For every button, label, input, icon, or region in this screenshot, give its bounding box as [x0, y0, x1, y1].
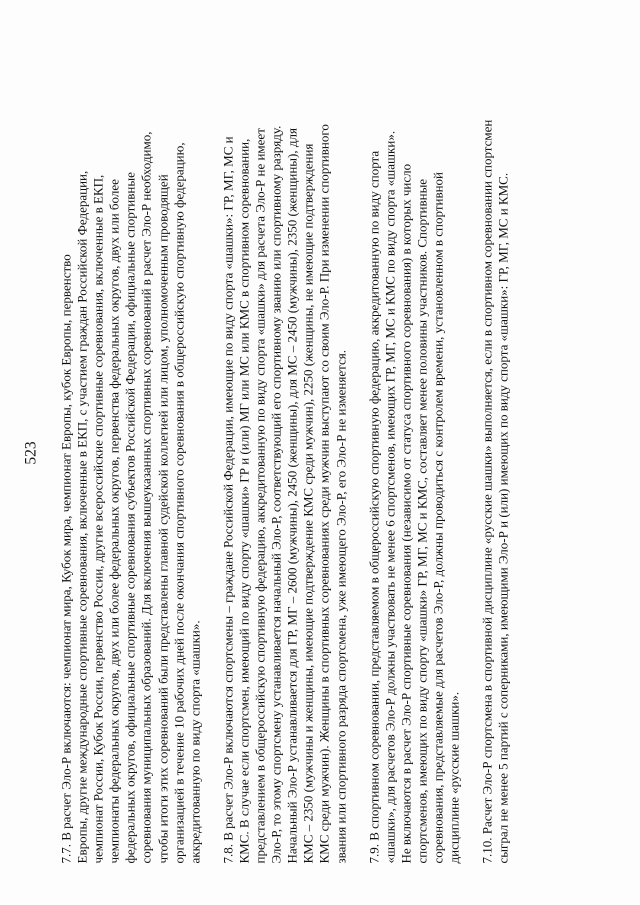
text-line: сыграл не менее 5 партий с соперниками, имеющими Эло-Р и (или) имеющих по виду спорта «шашки»: ГР, МГ, МС и КМС. [495, 172, 511, 863]
text-line: Европы, другие международные спортивные соревнования, включенные в ЕКП, с участием граждан Российской Федерации, [74, 170, 90, 863]
text-line: звания или спортивного разряда спортсмена, уже имеющего Эло-Р, его Эло-Р не изменяется. [332, 349, 348, 863]
text-line: 7.8. В расчет Эло-Р включаются спортсмены – граждане Российской Федерации, имеющие по виду спорта «шашки»: ГР, МГ, МС и [219, 135, 235, 863]
text-line: Не включаются в расчет Эло-Р спортивные соревнования (независимо от статуса спортивного соревнования) в которых число [397, 163, 413, 863]
document-body [58, 40, 511, 863]
text-line: соревнования муниципальных образований. Для включения вышеуказанных спортивных соревнований в расчет Эло-Р необходимо, [138, 131, 154, 863]
paragraph-7-7 [58, 40, 203, 863]
paragraph-7-9 [366, 40, 463, 863]
text-line: соревнования, представляемые для расчетов Эло-Р, должны проводиться с контролем времени, установленном в спортивной [429, 171, 445, 863]
text-line: 7.10. Расчет Эло-Р спортсмена в спортивной дисциплине «русские шашки» выполняется, если в спортивном соревновании спортсмен [479, 119, 495, 863]
paragraph-7-8 [220, 40, 349, 863]
text-line: чтобы итоги этих соревнований были представлены главной судейской коллегией или лицом, уполномоченным проводящей [154, 173, 170, 863]
text-line: Начальный Эло-Р устанавливается для ГР, МГ – 2600 (мужчины), 2450 (женщины), для МС – 2450 (мужчины), 2350 (женщины), для [284, 127, 300, 863]
text-line: 7.7. В расчет Эло-Р включаются: чемпионат мира, Кубок мира, чемпионат Европы, кубок Европы, первенство [58, 253, 73, 863]
text-line: 7.9. В спортивном соревновании, представляемом в общероссийскую спортивную федерацию, аккредитованную по виду спорта [365, 150, 381, 863]
text-line: федеральных округов, официальные спортивные соревнования субъектов Российской Федерации, официальные спортивные [122, 171, 138, 863]
text-line: Эло-Р, то этому спортсмену устанавливается начальный Эло-Р, соответствующий его спортивному званию или спортивному разряду. [268, 125, 284, 863]
text-line: КМС – 2350 (мужчины и женщины, имеющие подтверждение КМС среди мужчин), 2250 (женщины, не имеющие подтверждения [300, 143, 316, 863]
text-line: организацией в течение 10 рабочих дней после окончания спортивного соревнования в общероссийскую спортивную федерацию, [170, 141, 186, 863]
text-line: «шашки», для расчетов Эло-Р должны участвовать не менее 6 спортсменов, имеющих ГР, МГ, МС и КМС по виду спорта «шашки». [381, 130, 397, 863]
page-number: 523 [22, 440, 39, 465]
paragraph-7-10 [479, 40, 511, 863]
text-line: представлением в общероссийскую спортивную федерацию, аккредитованную по виду спорта «шашки» для расчета Эло-Р не имеет [252, 127, 268, 863]
text-line: КМС. В случае если спортсмен, имеющий по виду спорту «шашки» ГР и (или) МГ или МС или КМС в спортивном соревновании, [235, 138, 251, 863]
text-line: аккредитованную по виду спорта «шашки». [186, 619, 202, 863]
text-line: дисциплине «русские шашки». [446, 691, 462, 863]
text-line: чемпионаты федеральных округов, двух или более федеральных округов, первенства федеральных округов, двух или более [106, 178, 122, 863]
text-line: КМС среди мужчин). Женщины в спортивных соревнованиях среди мужчин выступают со своим Эло-Р. При изменении спортивного [316, 123, 332, 863]
text-line: чемпионат России, Кубок России, первенство России, другие всероссийские спортивные соревнования, включенные в ЕКП, [90, 174, 106, 863]
text-line: спортсменов, имеющих по виду спорту «шашки» ГР, МГ, МС и КМС, составляет менее половины участников. Спортивные [413, 178, 429, 863]
